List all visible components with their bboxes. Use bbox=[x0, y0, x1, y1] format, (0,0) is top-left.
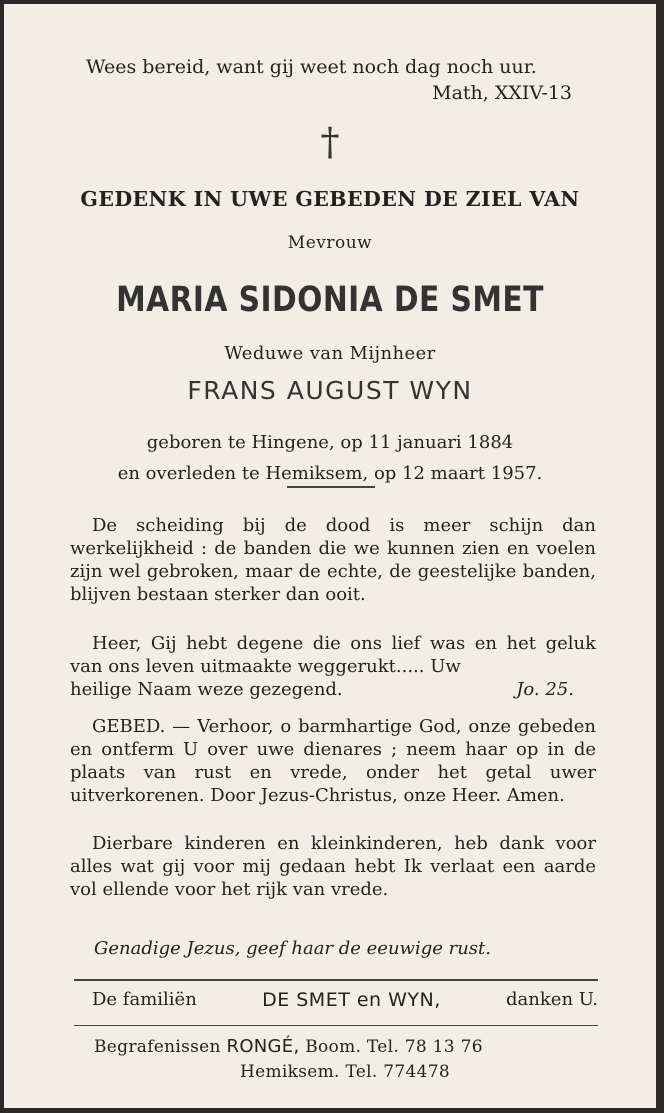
thanks-prefix: De familiën bbox=[92, 989, 197, 1010]
life-dates bbox=[4, 427, 656, 489]
family-names: DE SMET en WYN, bbox=[262, 989, 441, 1011]
funeral-line-1 bbox=[94, 1034, 483, 1060]
funeral-prefix: Begrafenissen bbox=[94, 1037, 221, 1057]
funeral-phone-boom: Boom. Tel. 78 13 76 bbox=[305, 1037, 483, 1057]
paragraph-last-line bbox=[70, 678, 596, 701]
divider-top bbox=[74, 979, 598, 981]
scripture-reference: Jo. 25. bbox=[516, 679, 574, 700]
widow-of-label: Weduwe van Mijnheer bbox=[224, 343, 436, 364]
remember-heading: GEDENK IN UWE GEBEDEN DE ZIEL VAN bbox=[80, 187, 580, 211]
paragraph-prayer bbox=[70, 715, 596, 807]
funeral-company: RONGÉ, bbox=[226, 1036, 300, 1057]
divider-short bbox=[287, 486, 375, 488]
funeral-phone-hemiksem: Hemiksem. Tel. 774478 bbox=[240, 1062, 450, 1082]
paragraph-text: Heer, Gij hebt degene die ons lief was en het geluk van ons leven uitmaakte weggerukt..... Uw bbox=[70, 633, 596, 677]
cross-icon: † bbox=[320, 120, 340, 164]
paragraph-farewell bbox=[70, 832, 596, 901]
deceased-name: MARIA SIDONIA DE SMET bbox=[116, 280, 544, 320]
divider-bottom bbox=[74, 1025, 598, 1026]
epigraph bbox=[86, 54, 572, 106]
paragraph-text: De scheiding bij de dood is meer schijn dan werkelijkheid : de banden die we kunnen zien en voelen zijn wel gebroken, maar de echte, de geestelijke banden, blijven bestaan sterker dan ooit. bbox=[70, 515, 596, 605]
paragraph-text: GEBED. — Verhoor, o barmhartige God, onze gebeden en ontferm U over uwe dienares ; neem haar op in de plaats van rust en vrede, onder het getal uwer uitverkorenen. Door Jezus-Christus, onze Heer. Amen. bbox=[70, 716, 596, 806]
epigraph-reference: Math, XXIV-13 bbox=[432, 82, 572, 104]
paragraph-text: Dierbare kinderen en kleinkinderen, heb dank voor alles wat gij voor mij gedaan hebt Ik verlaat een aarde vol ellende voor het rijk van vrede. bbox=[70, 833, 596, 900]
epigraph-text: Wees bereid, want gij weet noch dag noch uur. bbox=[86, 56, 537, 78]
birth-line: geboren te Hingene, op 11 januari 1884 bbox=[146, 432, 514, 453]
paragraph-lord bbox=[70, 632, 596, 701]
funeral-director bbox=[94, 1034, 483, 1085]
paragraph-separation bbox=[70, 514, 596, 606]
closing-prayer: Genadige Jezus, geef haar de eeuwige rust. bbox=[94, 938, 491, 959]
honorific: Mevrouw bbox=[287, 233, 373, 253]
husband-name: FRANS AUGUST WYN bbox=[187, 376, 473, 405]
thanks-line bbox=[92, 989, 598, 1011]
memorial-card bbox=[4, 4, 656, 1108]
thanks-suffix: danken U. bbox=[506, 989, 598, 1010]
paragraph-text: heilige Naam weze gezegend. bbox=[70, 679, 343, 700]
death-line: en overleden te Hemiksem, op 12 maart 1957. bbox=[117, 463, 543, 484]
